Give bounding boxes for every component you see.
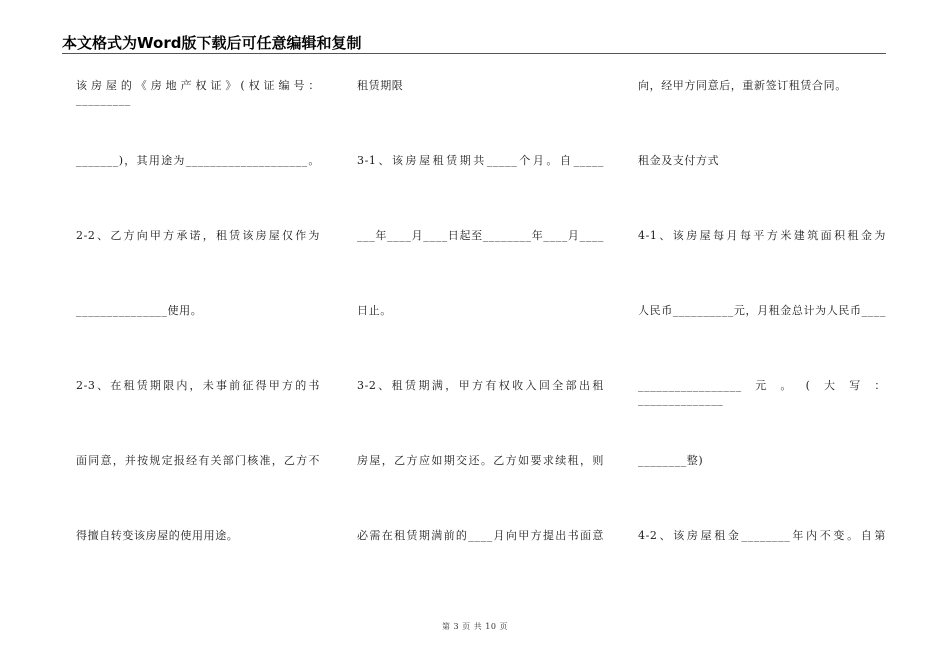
text-line: _______________使用。: [76, 304, 203, 317]
text-line: 人民币__________元，月租金总计为人民币____: [638, 304, 886, 317]
text-line: 2-3、在租赁期限内，未事前征得甲方的书: [76, 379, 320, 392]
text-line: _________________元。(大写：______________: [638, 379, 886, 406]
text-column-2: [357, 0, 604, 672]
text-line: 4-2、该房屋租金________年内不变。自第: [638, 529, 886, 542]
text-line: 该房屋的《房地产权证》(权证编号：_________: [76, 79, 320, 106]
text-column-3: [638, 0, 886, 672]
document-header-title: 本文格式为Word版下载后可任意编辑和复制: [62, 34, 362, 52]
text-line: _______)，其用途为____________________。: [76, 154, 320, 167]
text-line: 4-1、该房屋每月每平方米建筑面积租金为: [638, 229, 886, 242]
text-column-1: [76, 0, 320, 672]
text-line: ___年____月____日起至________年____月____: [357, 229, 604, 242]
text-line: 3-1、该房屋租赁期共_____个月。自_____: [357, 154, 604, 167]
page-number-footer: 第 3 页 共 10 页: [442, 622, 508, 631]
text-line: 面同意，并按规定报经有关部门核准，乙方不: [76, 454, 320, 467]
text-line: 向，经甲方同意后，重新签订租赁合同。: [638, 79, 847, 92]
text-line: 得擅自转变该房屋的使用用途。: [76, 529, 239, 542]
text-line: 2-2、乙方向甲方承诺，租赁该房屋仅作为: [76, 229, 320, 242]
text-line: 房屋，乙方应如期交还。乙方如要求续租，则: [357, 454, 604, 467]
text-line: 必需在租赁期满前的____月向甲方提出书面意: [357, 529, 604, 542]
text-line: ________整): [638, 454, 704, 467]
text-line: 日止。: [357, 304, 392, 317]
section-heading: 租金及支付方式: [638, 154, 720, 167]
text-line: 3-2、租赁期满，甲方有权收入回全部出租: [357, 379, 604, 392]
section-heading: 租赁期限: [357, 79, 404, 92]
